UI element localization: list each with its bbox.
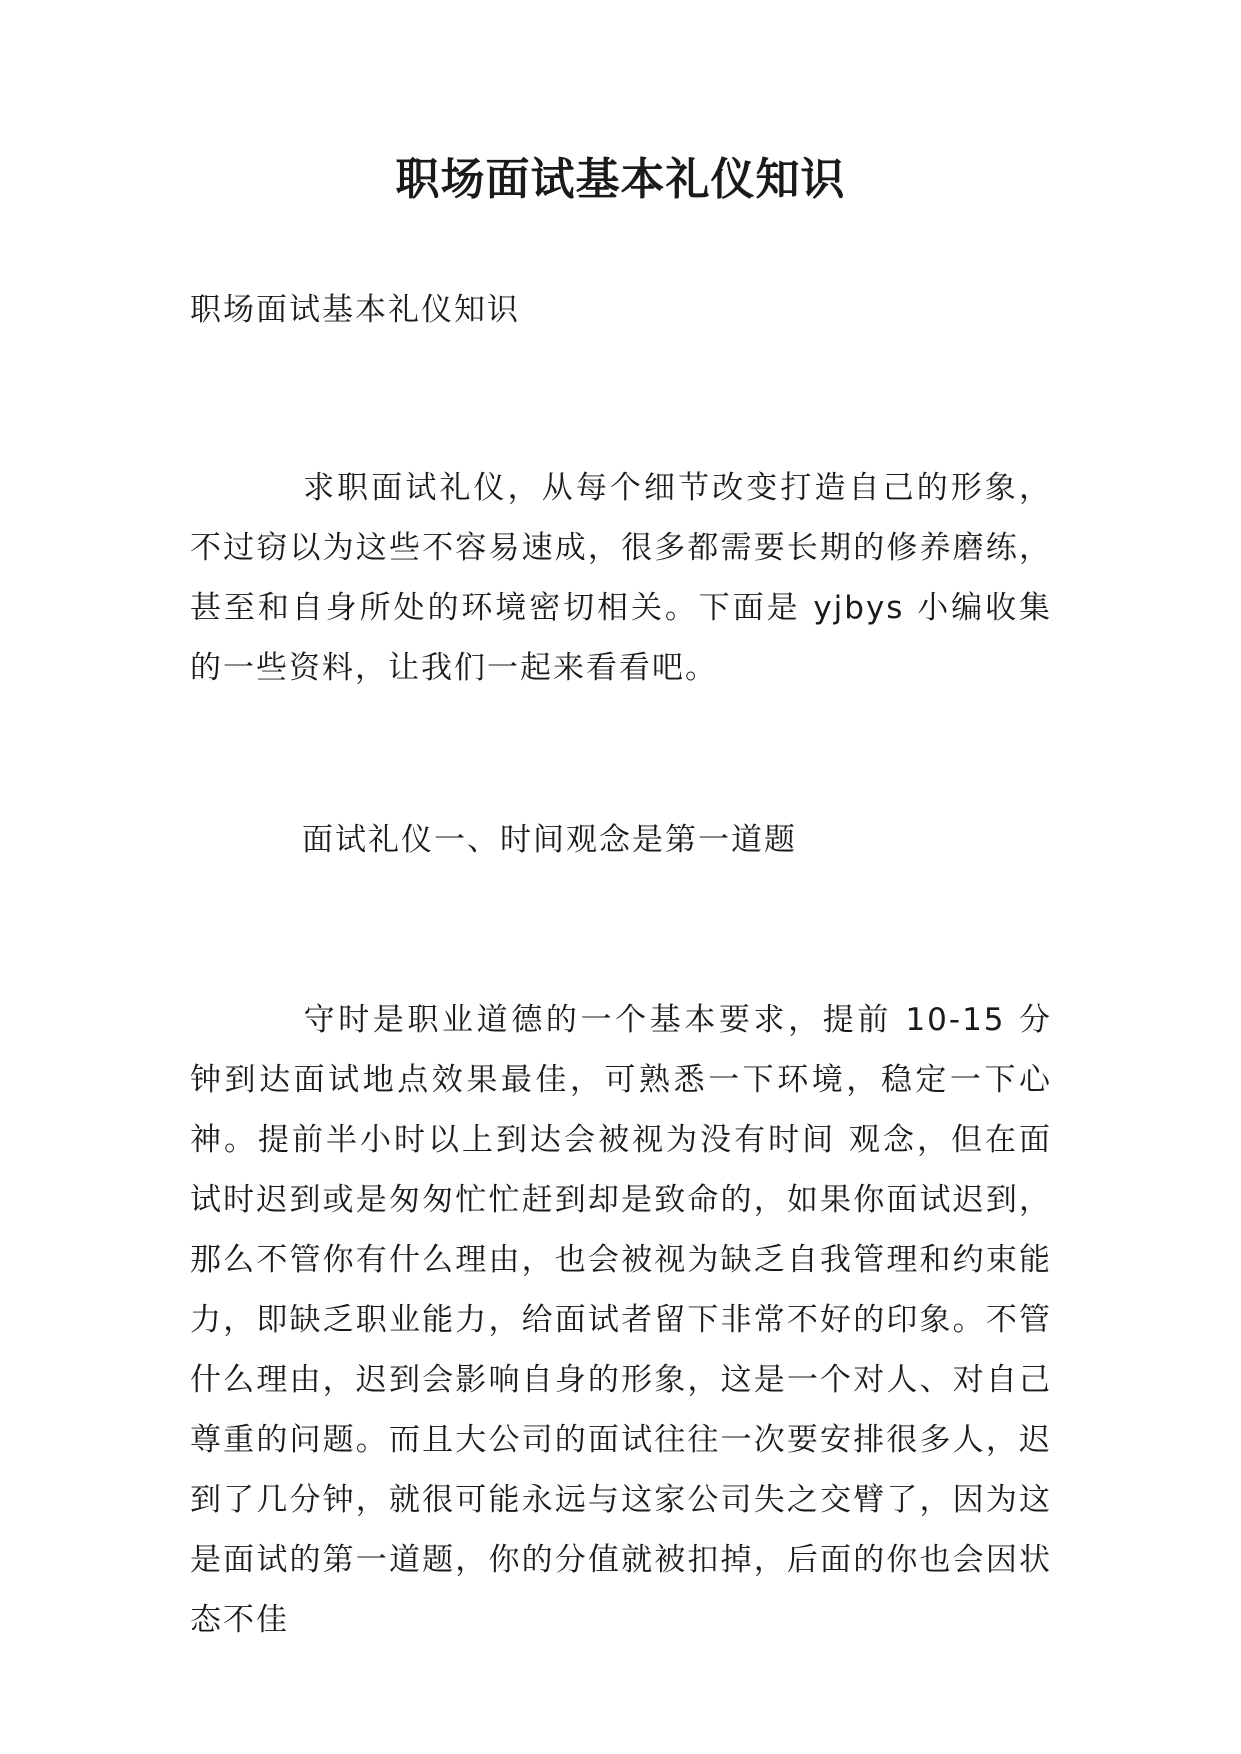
section-heading-text: 面试礼仪一、时间观念是第一道题: [302, 822, 797, 858]
document-title: 职场面试基本礼仪知识: [395, 154, 846, 205]
body-paragraph: [190, 990, 1052, 1650]
intro-paragraph: [190, 458, 1052, 698]
section-heading: [190, 810, 1052, 870]
body-paragraph-text: 守时是职业道德的一个基本要求，提前 10-15 分钟到达面试地点效果最佳，可熟悉一下环境，稳定一下心神。提前半小时以上到达会被视为没有时间 观念，但在面试时迟到或是匆匆忙忙赶到却是致命的，如果你面试迟到，那么不管你有什么理由，也会被视为缺乏自我管理和约束能力，即缺乏职业能力，给面试者留下非常不好的印象。不管什么理由，迟到会影响自身的形象，这是一个对人、对自己尊重的问题。而且大公司的面试往往一次要安排很多人，迟到了几分钟，就很可能永远与这家公司失之交臂了，因为这是面试的第一道题，你的分值就被扣掉，后面的你也会因状态不佳: [190, 1002, 1052, 1638]
document-subtitle: 职场面试基本礼仪知识: [190, 292, 520, 328]
intro-paragraph-text: 求职面试礼仪，从每个细节改变打造自己的形象，不过窃以为这些不容易速成，很多都需要长期的修养磨练，甚至和自身所处的环境密切相关。下面是 yjbys 小编收集的一些资料，让我们一起来看看吧。: [190, 470, 1052, 686]
